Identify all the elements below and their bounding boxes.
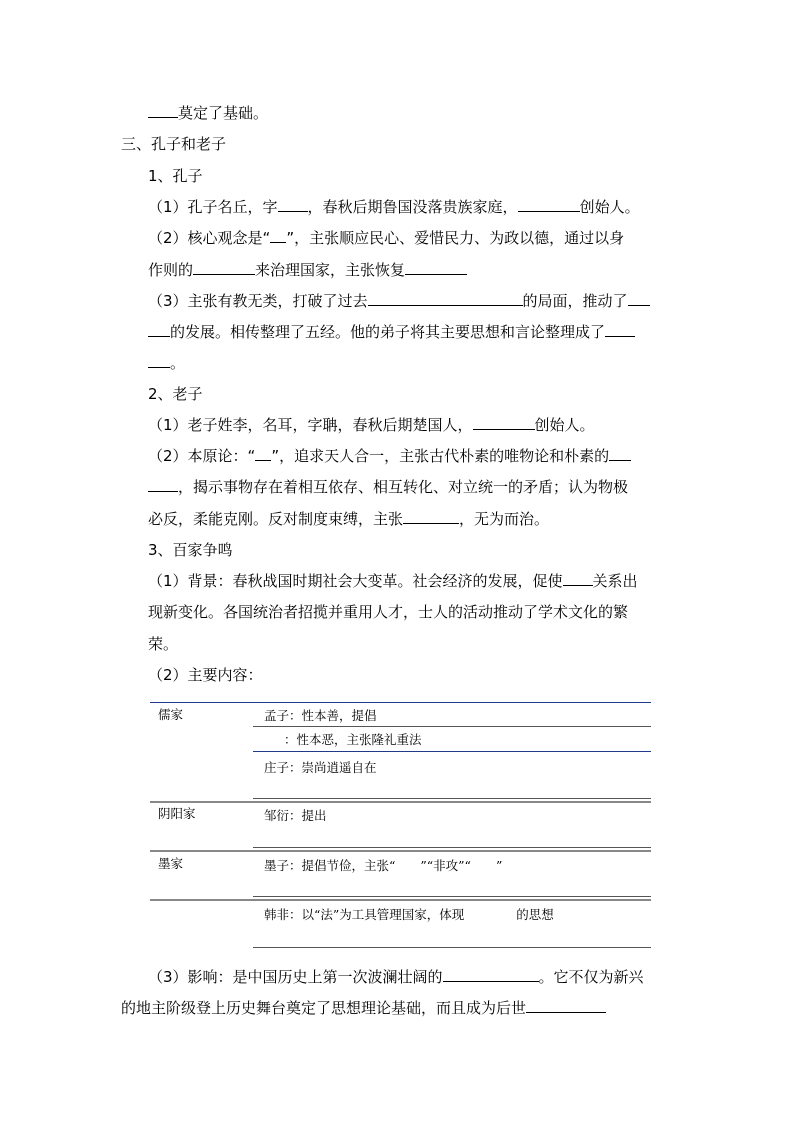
table-rule — [150, 850, 651, 852]
table-rule — [253, 947, 651, 948]
blank — [270, 228, 286, 243]
mengzi-row — [264, 708, 377, 724]
table-rule — [150, 702, 651, 703]
schools-background-end — [148, 634, 178, 654]
confucius-item-2-cont — [148, 260, 467, 280]
mozi-row — [264, 858, 502, 874]
text: 孟子：性本善，提倡 — [264, 708, 377, 723]
blank — [148, 322, 170, 337]
text: （1）老子姓李，名耳，字聃，春秋后期楚国人， — [148, 416, 473, 434]
school-rujia: 儒家 — [158, 707, 184, 722]
table-rule — [253, 751, 651, 752]
schools-background-cont — [148, 602, 628, 622]
schools-influence — [148, 967, 644, 987]
table-rule — [253, 798, 651, 799]
schools-background — [148, 571, 638, 591]
table-rule — [150, 801, 651, 803]
subheading-confucius — [148, 166, 203, 186]
text: （2）主要内容： — [148, 666, 263, 684]
laozi-item-2-cont — [148, 477, 628, 497]
text: 莫定了基础。 — [178, 104, 269, 122]
blank — [403, 509, 459, 524]
text: 2、老子 — [148, 385, 203, 403]
confucius-item-3-end — [148, 353, 185, 373]
text: 的地主阶级登上历史舞台奠定了思想理论基础，而且成为后世 — [121, 999, 527, 1017]
text: （1）背景：春秋战国时期社会大变革。社会经济的发展，促使 — [148, 572, 563, 590]
text: （2）本原论：“ — [148, 447, 256, 465]
confucius-item-3-cont — [148, 322, 635, 342]
blank — [255, 446, 271, 461]
text: ，揭示事物存在着相互依存、相互转化、对立统一的矛盾；认为物极 — [178, 478, 629, 496]
table-rule — [253, 726, 651, 727]
blank — [563, 571, 593, 586]
blank — [473, 415, 535, 430]
text: 三、孔子和老子 — [121, 135, 227, 153]
text: 必反，柔能克刚。反对制度束缚，主张 — [148, 510, 404, 528]
text: 3、百家争鸣 — [148, 541, 233, 559]
text: （1）孔子名丘，字 — [148, 198, 278, 216]
subheading-laozi — [148, 384, 203, 404]
text: 的局面，推动了 — [522, 292, 628, 310]
text: 创始人。 — [534, 416, 595, 434]
hanfei-row — [264, 907, 554, 923]
text: 荣。 — [148, 635, 179, 653]
school-mojia: 墨家 — [158, 856, 184, 871]
text: 现新变化。各国统治者招揽并重用人才，士人的活动推动了学术文化的繁 — [148, 603, 629, 621]
text: 作则的 — [148, 261, 194, 279]
text: 庄子：崇尚逍遥自在 — [264, 760, 377, 775]
blank — [148, 477, 178, 492]
table-rule — [150, 899, 651, 901]
text: （3）影响：是中国历史上第一次波澜壮阔的 — [148, 968, 443, 986]
text: 的发展。相传整理了五经。他的弟子将其主要思想和言论整理成了 — [170, 323, 606, 341]
laozi-item-1 — [148, 415, 595, 435]
text: 来治理国家，主张恢复 — [255, 261, 406, 279]
text: ：性本恶，主张隆礼重法 — [284, 732, 422, 747]
text: （2）核心观念是“ — [148, 229, 271, 247]
blank — [193, 260, 255, 275]
confucius-item-1 — [148, 197, 640, 217]
blank — [605, 322, 635, 337]
text: ”，追求天人合一，主张古代朴素的唯物论和朴素的 — [271, 447, 610, 465]
blank — [148, 103, 178, 118]
text: （3）主张有教无类，打破了过去 — [148, 292, 368, 310]
xunzi-row — [284, 732, 422, 748]
text: 的思想 — [516, 907, 554, 922]
text: 韩非：以“法”为工具管理国家，体现 — [264, 907, 465, 922]
text: 墨子：提倡节俭，主张“ ”“非攻”“ ” — [264, 858, 503, 873]
subheading-hundred-schools — [148, 540, 233, 560]
line-foundation — [148, 103, 268, 123]
confucius-item-2 — [148, 228, 624, 248]
table-rule — [253, 847, 651, 848]
text: 1、孔子 — [148, 167, 203, 185]
text: 创始人。 — [579, 198, 640, 216]
blank — [628, 291, 650, 306]
blank — [443, 967, 539, 982]
zhuangzi-row — [264, 760, 377, 776]
blank — [278, 197, 308, 212]
text: ，无为而治。 — [459, 510, 550, 528]
blank — [609, 446, 631, 461]
zouyan-row — [264, 808, 327, 824]
schools-influence-cont — [121, 998, 606, 1018]
blank — [368, 291, 523, 306]
text: 。它不仅为新兴 — [538, 968, 644, 986]
blank — [526, 998, 606, 1013]
blank — [148, 353, 170, 368]
table-rule — [253, 896, 651, 897]
schools-main-content-label — [148, 665, 263, 685]
laozi-item-2-end — [148, 509, 549, 529]
school-yinyang: 阴阳家 — [158, 806, 196, 821]
blank — [405, 260, 467, 275]
text: 关系出 — [592, 572, 638, 590]
laozi-item-2 — [148, 446, 631, 466]
blank — [518, 197, 580, 212]
text: ，春秋后期鲁国没落贵族家庭， — [307, 198, 518, 216]
text: ”，主张顺应民心、爱惜民力、为政以德，通过以身 — [286, 229, 625, 247]
text: 。 — [170, 354, 186, 372]
text: 邹衍：提出 — [264, 808, 327, 823]
confucius-item-3 — [148, 291, 650, 311]
section-heading-3 — [121, 134, 226, 154]
